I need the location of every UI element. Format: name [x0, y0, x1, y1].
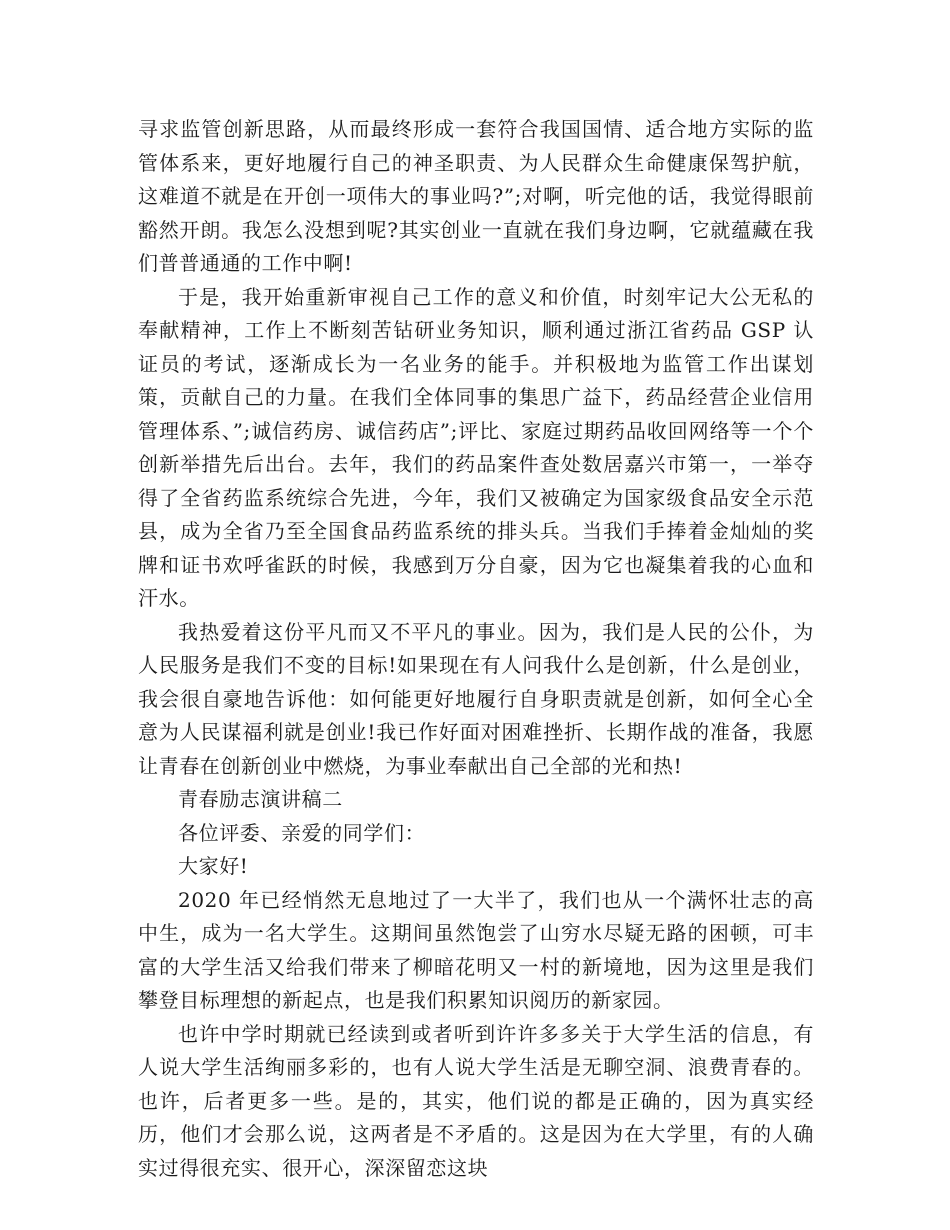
section-heading: 青春励志演讲稿二	[178, 787, 343, 811]
greeting: 大家好!	[178, 854, 249, 878]
paragraph-7: 2020 年已经悄然无息地过了一大半了，我们也从一个满怀壮志的高中生，成为一名大学生。这期间虽然饱尝了山穷水尽疑无路的困顿，可丰富的大学生活又给我们带来了柳暗花明又一村的新境地，因为这里是我们攀登目标理想的新起点，也是我们积累知识阅历的新家园。	[138, 887, 814, 1012]
paragraph-8: 也许中学时期就已经读到或者听到许许多多关于大学生活的信息，有人说大学生活绚丽多彩的，也有人说大学生活是无聊空洞、浪费青春的。也许，后者更多一些。是的，其实，他们说的都是正确的，因为真实经历，他们才会那么说，这两者是不矛盾的。这是因为在大学里，有的人确实过得很充实、很开心，深深留恋这块	[138, 1021, 814, 1180]
paragraph-2: 于是，我开始重新审视自己工作的意义和价值，时刻牢记大公无私的奉献精神，工作上不断刻苦钻研业务知识，顺利通过浙江省药品 GSP 认证员的考试，逐渐成长为一名业务的能手。并积极地为监管工作出谋划策，贡献自己的力量。在我们全体同事的集思广益下，药品经营企业信用管理体系、”;诚信药房、诚信药店”;评比、家庭过期药品收回网络等一个个创新举措先后出台。去年，我们的药品案件查处数居嘉兴市第一，一举夺得了全省药监系统综合先进，今年，我们又被确定为国家级食品安全示范县，成为全省乃至全国食品药监系统的排头兵。当我们手捧着金灿灿的奖牌和证书欢呼雀跃的时候，我感到万分自豪，因为它也凝集着我的心血和汗水。	[138, 284, 814, 610]
paragraph-3: 我热爱着这份平凡而又不平凡的事业。因为，我们是人民的公仆，为人民服务是我们不变的目标!如果现在有人问我什么是创新，什么是创业，我会很自豪地告诉他：如何能更好地履行自身职责就是创新，如何全心全意为人民谋福利就是创业!我已作好面对困难挫折、长期作战的准备，我愿让青春在创新创业中燃烧，为事业奉献出自己全部的光和热!	[138, 619, 814, 778]
paragraph-1: 寻求监管创新思路，从而最终形成一套符合我国国情、适合地方实际的监管体系来，更好地履行自己的神圣职责、为人民群众生命健康保驾护航，这难道不就是在开创一项伟大的事业吗?”;对啊，听完他的话，我觉得眼前豁然开朗。我怎么没想到呢?其实创业一直就在我们身边啊，它就蕴藏在我们普普通通的工作中啊!	[138, 117, 814, 275]
salutation: 各位评委、亲爱的同学们：	[178, 820, 426, 845]
document-body	[138, 113, 814, 1185]
